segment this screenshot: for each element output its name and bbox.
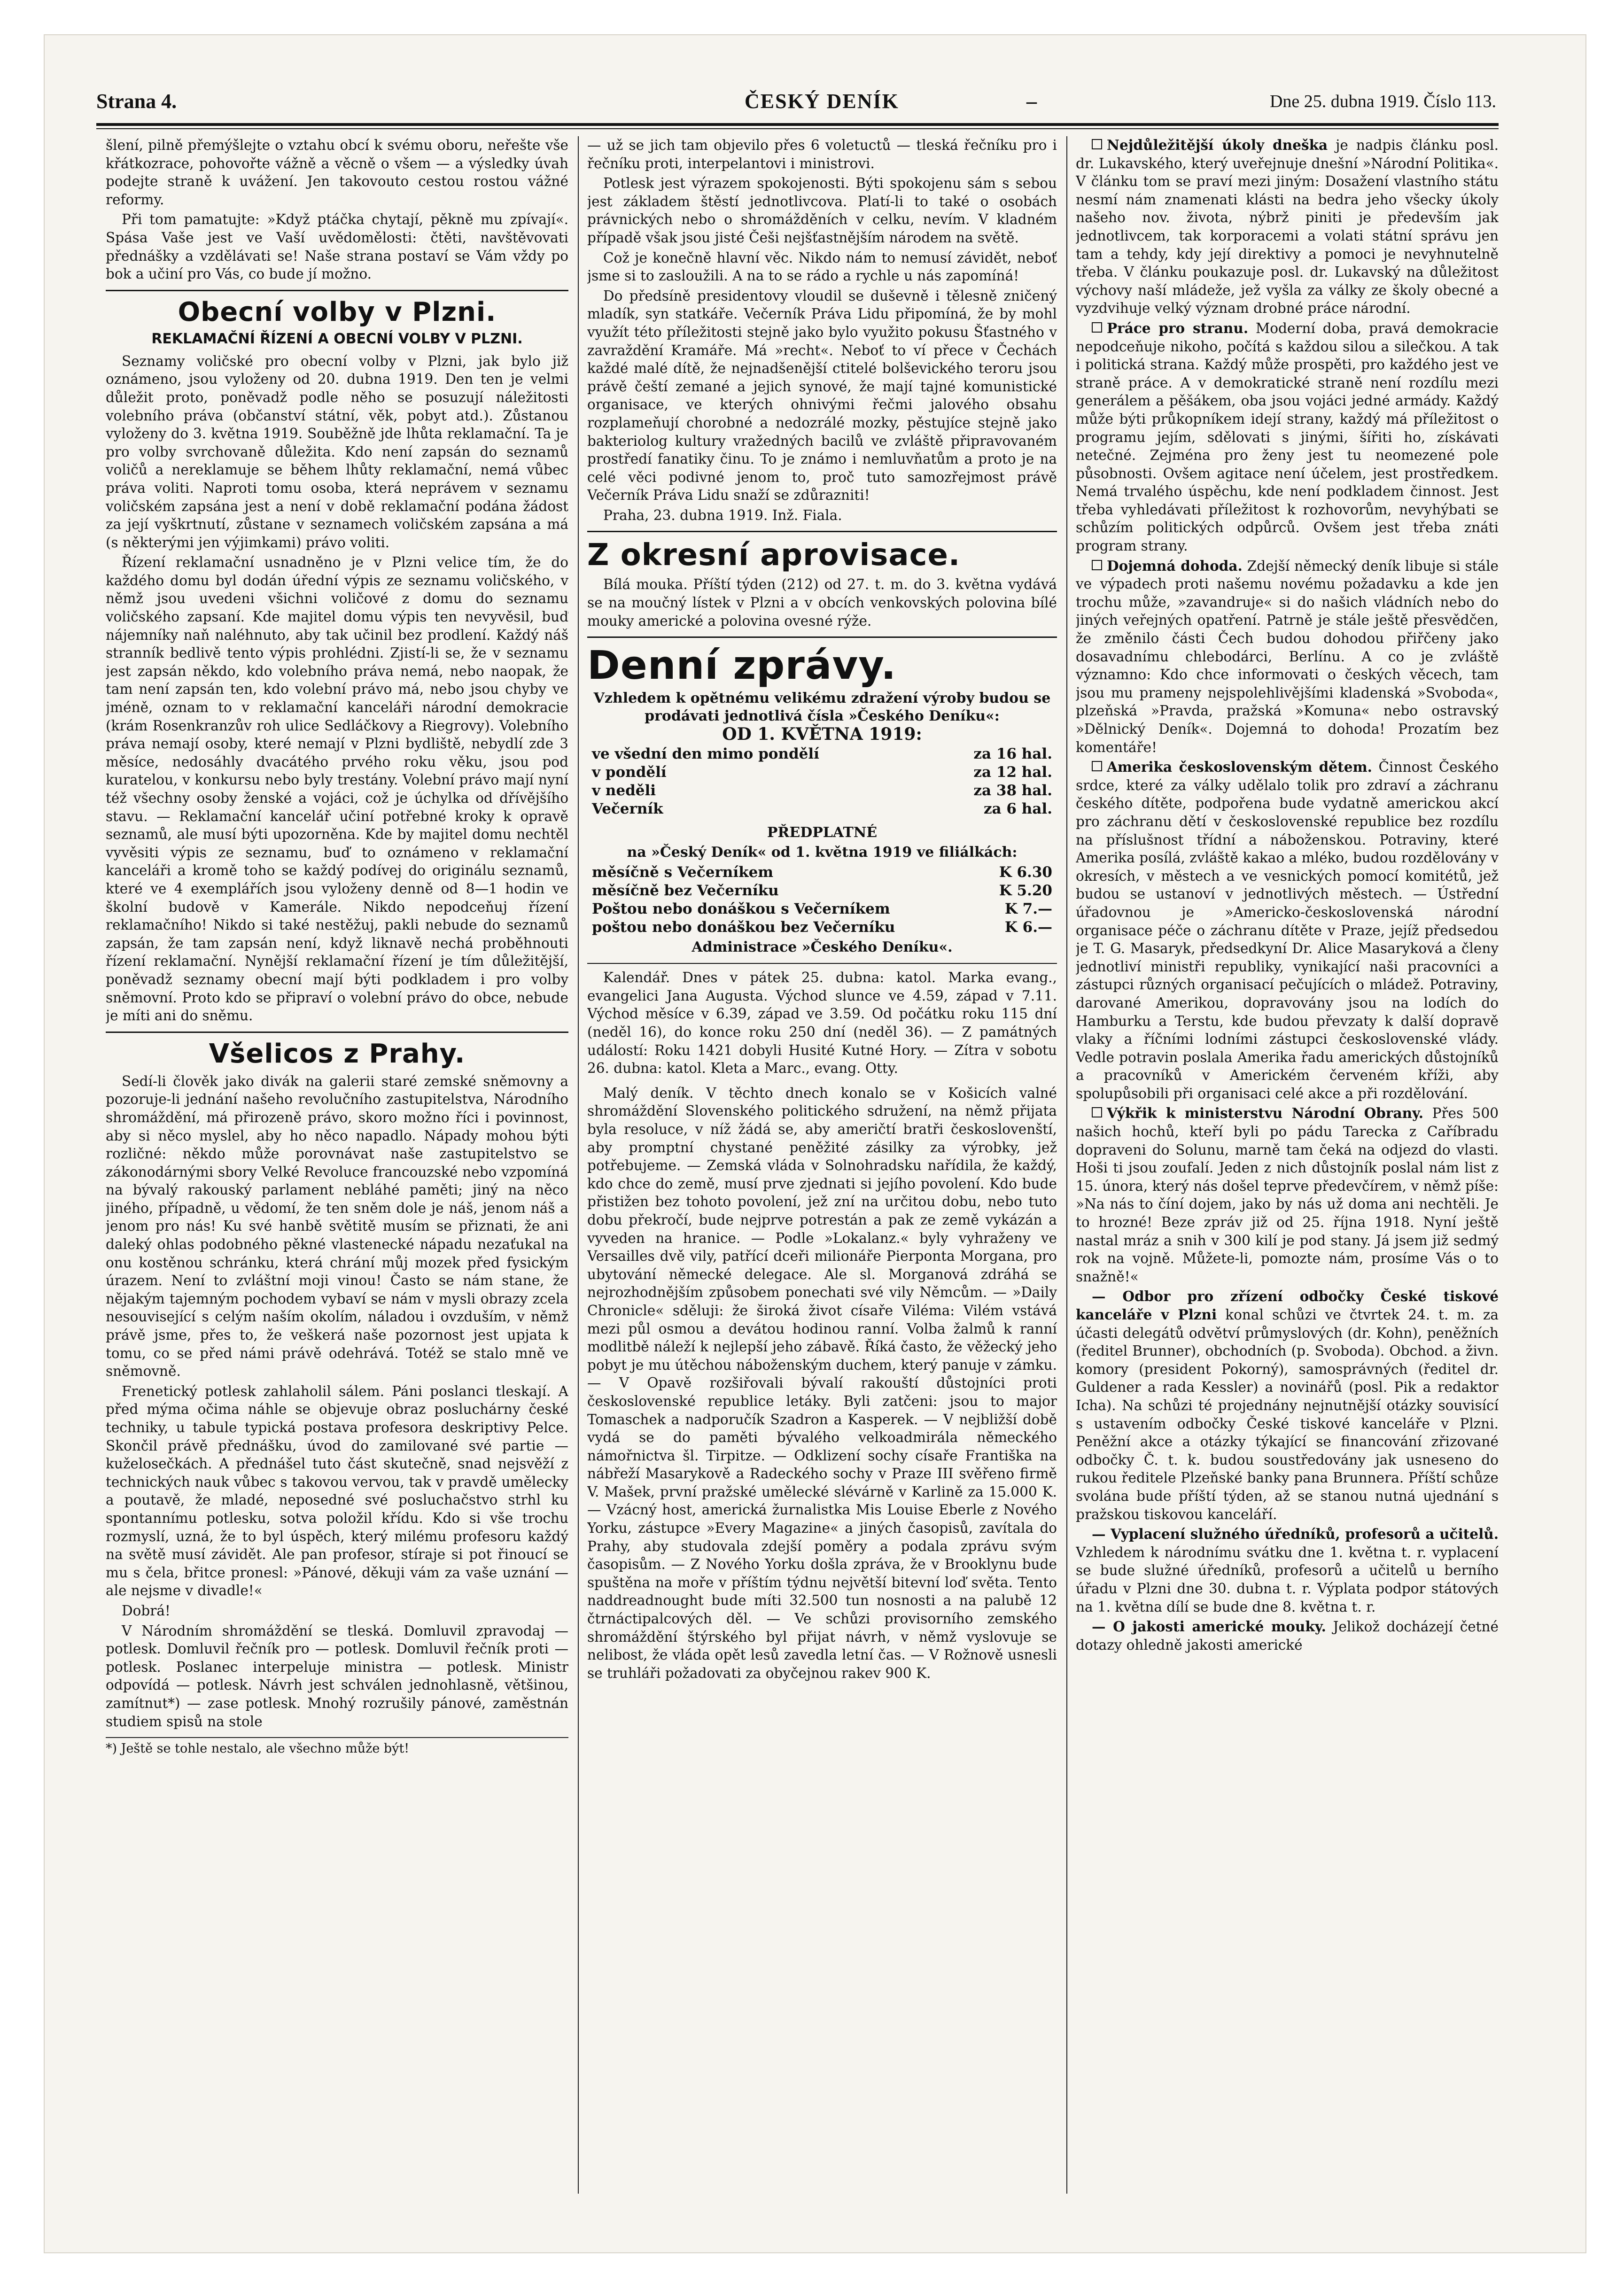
news-item-head: — O jakosti americké mouky.	[1092, 1618, 1326, 1635]
section-rule	[587, 963, 1057, 964]
masthead-rule-thin	[96, 128, 1499, 129]
square-bullet-icon	[1092, 560, 1102, 570]
column-divider-2	[1066, 136, 1067, 2194]
price-value: za 38 hal.	[973, 782, 1052, 799]
column-2	[587, 136, 1057, 2189]
news-item-head: Amerika československým dětem.	[1107, 759, 1372, 776]
subscription-row	[587, 900, 1057, 918]
news-item-head: Nejdůležitější úkoly dneška	[1107, 137, 1328, 153]
price-value: za 12 hal.	[973, 764, 1052, 781]
subscription-title: PŘEDPLATNÉ	[767, 824, 878, 841]
headline-aprovisace: Z okresní aprovisace.	[587, 538, 961, 573]
price-value: za 6 hal.	[983, 800, 1052, 818]
news-item-head: — Odbor pro zřízení odbočky České tiskové kanceláře v Plzni	[1076, 1288, 1499, 1323]
square-bullet-icon	[1092, 322, 1102, 333]
column-3	[1076, 136, 1499, 2189]
headline-vselicos: Všelicos z Prahy.	[209, 1038, 466, 1069]
section-rule	[587, 531, 1057, 532]
subscription-value: K 6.30	[999, 864, 1052, 881]
intro-paragraph: Při tom pamatujte: »Když ptáčka chytají, pěkně mu zpívají«. Spása Vaše jest ve Vaší uvědomělosti: čtěti, navštěvovati přednášky a vzdělávati se! Naše strana postaví se Vám vždy po bok a učiní pro Vás, co bude jí možno.	[106, 211, 568, 282]
price-label: v pondělí	[592, 764, 667, 781]
section-rule	[106, 290, 568, 291]
price-notice	[587, 690, 1057, 743]
news-item	[1076, 758, 1499, 1102]
news-item-text: Přes 500 našich hochů, kteří byli po pádu Tarecka z Caříbradu dopraveni do Solunu, marně tam čeká na odjezd do vlasti. Hoši ti jsou zoufalí. Jeden z nich důstojník poslal nám list z 15. února, který nás došel teprve předevčírem, v němž píše: »Na nás to číní dojem, jako by nás už doma ani nechtěli. Je to hrozné! Beze zpráv již od 25. října 1918. Nyní ještě nastal mráz a snih v 300 kilí je pod stany. Já jsem již sedmý rok na vojně. Můžete-li, pomozte nám, prosíme Vás o to snažně!«	[1076, 1105, 1499, 1285]
masthead	[96, 89, 1496, 122]
subscription-row	[587, 882, 1057, 900]
subscription-label: Poštou nebo donáškou s Večerníkem	[592, 900, 890, 918]
square-bullet-icon	[1092, 139, 1102, 149]
price-notice-date: OD 1. KVĚTNA 1919:	[722, 724, 922, 745]
price-row	[587, 763, 1057, 782]
price-row	[587, 782, 1057, 800]
subscription-value: K 5.20	[999, 882, 1052, 900]
news-item	[1076, 136, 1499, 318]
subscription-subtitle: na »Český Deník« od 1. května 1919 ve filiálkách:	[627, 844, 1018, 861]
article-paragraph: Frenetický potlesk zahlaholil sálem. Páni poslanci tleskají. A před mýma očima náhle se objevuje obraz posluchárny české techniky, u tabule typická postava profesora deskriptivy Pelce. Skončil právě přednášku, úvod do zamilované své partie — kuželosečkách. A přednášel tuto část skutečně, snad nejsvěží z technických nauk vůbec s takovou vervou, tak v pravdě umělecky a poutavě, že mladé, neposedné své posluchačstvo strhl ku spontannímu potlesku, sotva položil křídu. Kdo si vše trochu rozmyslí, uzná, že to byl úspěch, který milému profesoru každý na světě musí závidět. Ale pan profesor, stíraje si pot řinoucí se mu s čela, břitce pronesl: »Pánové, děkuji vám za vaše uznání — ale nejsme v divadle!«	[106, 1383, 568, 1599]
subheadline-reklamacni: REKLAMAČNÍ ŘÍZENÍ A OBECNÍ VOLBY V PLZNI.	[151, 330, 523, 347]
square-bullet-icon	[1092, 761, 1102, 771]
price-label: v neděli	[592, 782, 656, 799]
subscription-label: poštou nebo donáškou bez Večerníku	[592, 919, 895, 936]
issue-date-number: Dne 25. dubna 1919. Číslo 113.	[1269, 92, 1496, 111]
column-1	[106, 136, 568, 2189]
news-item	[1076, 1618, 1499, 1654]
news-item-text: je nadpis článku posl. dr. Lukavského, který uveřejnuje dnešní »Národní Politika«. V článku tom se praví mezi jiným: Dosažení vlastního státu nesmí nám znamenati klásti na bedra jeho všecky úkoly našeho nov. života, nýbrž piniti je především jak jednotlivcem, tak korporacemi a volati státní správu jen tam a tehdy, kdy její direktivy a pomoci je nevyhnutelně třeba. V článku poukazuje posl. dr. Lukavský na důležitost výchovy naší mládeže, jež vyšla za války ze školy obecné a vyzdvihuje velký význam drobné práce národní.	[1076, 137, 1499, 317]
headline-denni-zpravy: Denní zprávy.	[587, 642, 897, 689]
price-notice-intro: Vzhledem k opětnému velikému zdražení výroby budou se prodávati jednotlivá čísla »Českého Deníku«:	[593, 690, 1051, 725]
square-bullet-icon	[1092, 1107, 1102, 1117]
article-paragraph: V Národním shromáždění se tleská. Domluvil zpravodaj — potlesk. Domluvil řečník pro — potlesk. Domluvil řečník proti — potlesk. Poslanec interpeluje ministra — potlesk. Ministr odpovídá — potlesk. Návrh jest schválen jednohlasně, většinou, zamítnut*) — zase potlesk. Mnohý rozrušily pánové, zaměstnán studiem spisů na stole	[106, 1622, 568, 1730]
calendar-paragraph: Kalendář. Dnes v pátek 25. dubna: katol. Marka evang., evangelici Jana Augusta. Východ slunce ve 4.59, západ v 7.11. Východ měsíce v 6.39, západ ve 3.59. Od počátku roku 115 dní (neděl 16), do konce roku 250 dní (neděl 36). — Z památných událostí: Roku 1421 dobyli Husité Kutné Hory. — Zítra v sobotu 26. dubna: katol. Kleta a Marc., evang. Otty.	[587, 970, 1057, 1077]
article-paragraph: Řízení reklamační usnadněno je v Plzni velice tím, že do každého domu byl dodán úřední výpis ze seznamu voličského, v němž jsou uvedeni všichni voličové z domu do seznamu voličského zapsaní. Kde majitel domu výpis ten nevyvěsil, buď nájemníky naň naléhnuto, aby tak učinil bez prodlení. Každý náš stranník bedlivě tento výpis prohlédni. Zjistí-li se, že v seznamu jest zapsán někdo, kdo volebního práva nemá, nebo naopak, že tam není zapsán ten, kdo volební právo má, nebo jsou chyby ve jméně, oznam to v reklamační kanceláři národní demokracie (krám Rosenkranzův roh ulice Sedláčkovy a Riegrovy). Volebního práva nemají osoby, které nemají v Plzni bydliště, nebydlí zde 3 měsíce, nedosáhly dvacátého prvého roku věku, jsou pod kuratelou, v konkursu nebo byly trestány. Volební právo mají nyní též všechny osoby ženské a vojáci, což je úchylka od dřívějšího stavu. — Reklamační kancelář učiní potřebné kroky k opravě seznamů, ale musí býti upozorněna. Kde by majitel domu nechtěl vyvěsiti výpis ze seznamu, buď to oznámeno v reklamační kanceláři a kromě toho se každý podívej do originálu seznamů, které ve 4 exemplářích jsou vyloženy denně od 8—1 hodin ve školní budově v Kamerále. Nikdo nepodceňuj řízení reklamačního! Nikdo si také nestěžuj, pakli nebude do seznamů zapsán, že tam zapsán není, když liknavě nechá proběhnouti řízení reklamační. Nynější reklamační řízení je tím důležitější, poněvadž seznamy obecní mají býti podkladem i pro volby sněmovní. Proto kdo se připraví o volební právo do obce, nebude je míti ani do sněmu.	[106, 554, 568, 1024]
subscription-value: K 6.—	[1004, 919, 1052, 936]
news-item	[1076, 1525, 1499, 1616]
news-item-head: Dojemná dohoda.	[1107, 557, 1243, 574]
news-item-text: Vzhledem k národnímu svátku dne 1. května t. r. vyplacení se bude služné úředníků, profesorů a učitelů u berního úřadu v Plzni dne 30. dubna t. r. Výplata podpor státových na 1. května dílí se bude dne 8. května t. r.	[1076, 1544, 1499, 1615]
section-rule	[587, 636, 1057, 638]
article-paragraph: Seznamy voličské pro obecní volby v Plzni, jak bylo již oznámeno, jsou vyloženy od 20. dubna 1919. Den ten je velmi důležit proto, poněvadž podle něho se posuzují náležitosti volebního práva (občanství státní, věk, pobyt atd.). Zůstanou vyloženy do 3. května 1919. Souběžně jde lhůta reklamační. Ta je pro volby svrchovaně důležita. Kdo není zapsán do seznamů voličů a nereklamuje se během lhůty reklamační, nemá vůbec práva voliti. Naproti tomu osoba, která neprávem v seznamu voličském zapsána jest a není v době reklamační podána žádost za její vyškrtnutí, zůstane v seznamech voličském zapsána a má (s některými jen výjimkami) právo voliti.	[106, 353, 568, 551]
price-row	[587, 800, 1057, 818]
article-paragraph: Potlesk jest výrazem spokojenosti. Býti spokojenu sám s sebou jest základem štěstí jednotlivcova. Platí-li to také o osobách právnických nebo o shromážděních v celku, nevím. V kladném případě však jsou jisté Češi nejšťastnějším národem na světě.	[587, 175, 1057, 246]
news-item-head: Práce pro stranu.	[1107, 319, 1249, 336]
column-divider-1	[578, 136, 579, 2194]
price-label: Večerník	[592, 800, 663, 818]
article-signature: Praha, 23. dubna 1919. Inž. Fiala.	[603, 507, 842, 523]
news-item	[1076, 557, 1499, 757]
section-rule	[106, 1032, 568, 1033]
newspaper-title: ČESKÝ DENÍK	[745, 90, 899, 113]
subscription-label: měsíčně bez Večerníku	[592, 882, 779, 900]
price-value: za 16 hal.	[973, 745, 1052, 763]
page-number: Strana 4.	[96, 90, 177, 113]
article-paragraph: — už se jich tam objevilo přes 6 voletuctů — tleská řečníku pro i řečníku proti, interpelantovi i ministrovi.	[587, 137, 1057, 171]
news-item-head: Výkřik k ministerstvu Národní Obrany.	[1107, 1105, 1424, 1122]
news-item	[1076, 1288, 1499, 1523]
masthead-rule	[96, 123, 1499, 126]
subscription-row	[587, 863, 1057, 882]
price-row	[587, 745, 1057, 763]
news-item-text: Moderní doba, pravá demokracie nepodceňuje nikoho, počítá s každou silou a silečkou. A tak i politická strana. Každý může prospěti, pro každého jest ve straně práce. A v demokratické straně není rozdílu mezi generálem a pěšákem, oba jsou vojáci jedné armády. Každý může býti průkopníkem idejí strany, každý má příležitost o programu jejím, sdělovati s jinými, šířiti ho, získávati netečné. Zejména pro ženy jest tu neomezené pole působnosti. Ovšem agitace není účelem, jest prostředkem. Nemá trvalého úspěchu, kde není podkladem činnost. Jest třeba vyhledávati příležitost k rozhovorům, nevyhýbati se schůzím politických odpůrců. Ovšem jest třeba znáti program strany.	[1076, 320, 1499, 554]
intro-paragraph: šlení, pilně přemýšlejte o vztahu obcí k svému oboru, neřešte vše křátkozrace, pohovořte vážně a věcně o všem — a výsledky úvah podejte straně k uvážení. Jen takovouto cestou rostou vážné reformy.	[106, 137, 568, 208]
news-item-text: konal schůzi ve čtvrtek 24. t. m. za účasti delegátů odvětví průmyslových (dr. Kohn), peněžních (ředitel Brunner), obchodních (p. Svoboda). Obchod. a živn. komory (president Pokorný), samosprávných (ředitel dr. Guldener a rada Kessler) a novinářů (posl. Pik a redaktor Icha). Na schůzi té projednány nejnutnější otázky souvisící s ustavením odbočky České tiskové kanceláře v Plzni. Peněžní akce a otázky týkající se financování zřizované odbočky Č. t. k. budou soustředovány jak usneseno do rukou ředitele Plzeňské banky pana Brunnera. Příští schůze svolána bude příští týden, až se stanou nutná ujednání s pražskou tiskovou kanceláří.	[1076, 1307, 1499, 1522]
news-item-text: Zdejší německý deník libuje si stále ve výpadech proti našemu novému požadavku a kde jen trochu může, »zavandruje« si do našich vládních nebo do jiných veřejných opatření. Patrně je stále ještě přesvědčen, že změnilo části Čech budou dohodou přiřčeny jako dosavadnímu chlebodárci, Berlínu. A co je zvláště významno: Kdo chce informovati o českých věcech, tam jsou mu prameny nejspolehlivějšími kladenská »Svoboda«, plzeňská »Pravda, pražská »Komuna« nebo ostravský »Dělnický Deník«. Dojemná to dohoda! Prozatím bez komentáře!	[1076, 558, 1499, 755]
article-paragraph: Což je konečně hlavní věc. Nikdo nám to nemusí závidět, neboť jsme si to zasloužili. A na to se rádo a rychle u nás zapomíná!	[587, 249, 1057, 284]
article-paragraph: Dobrá!	[122, 1602, 171, 1619]
news-item-text: Činnost Českého srdce, které za války udělalo tolik pro zdraví a záchranu českého dítěte, podpořena bude vydatně americkou akcí pro záchranu dětí v československé republice bez rozdílu na příslušnost třídní a náboženskou. Potraviny, které Amerika posílá, zvláště kakao a mléko, budou rozdělovány v okresích, v městech a ve vesnických pomocí komitétů, jež budou se ustanoví v jednotlivých městech. — Ústřední úřadovnou je »Americko-československá národní organisace péče o záchranu dítěte v Praze, jejíž předsedou je T. G. Masaryk, předsedkyní Dr. Alice Masaryková a členy jednotliví ministři republiky, vynikající naši pracovníci a zástupci různých organisací pečujících o mládež. Potraviny, darované Amerikou, dopravovány jsou na lodích do Hamburku a Terstu, kde budou převzaty k další dopravě vlaky a říčními lodními zástupci československé vlády. Vedle potravin poslala Amerika řadu amerických důstojníků a pracovníků v Americkém červeném kříži, aby spolupůsobili při organisaci celé akce a při rozdělování.	[1076, 759, 1499, 1102]
subscription-value: K 7.—	[1004, 900, 1052, 918]
price-label: ve všední den mimo pondělí	[592, 745, 819, 763]
news-item-text: Jelikož docházejí četné dotazy ohledně jakosti americké	[1076, 1619, 1499, 1653]
news-item	[1076, 1104, 1499, 1286]
headline-obecni-volby: Obecní volby v Plzni.	[178, 296, 497, 327]
administration-signature: Administrace »Českého Deníku«.	[692, 939, 953, 956]
footnote: *) Ještě se tohle nestalo, ale všechno může být!	[106, 1737, 568, 1757]
subscription-label: měsíčně s Večerníkem	[592, 864, 774, 881]
subscription-row	[587, 918, 1057, 937]
article-paragraph: Bílá mouka. Příští týden (212) od 27. t. m. do 3. května vydává se na moučný lístek v Plzni a v obcích venkovských polovina bílé mouky americké a polovina ovesné rýže.	[587, 576, 1057, 629]
news-item	[1076, 319, 1499, 555]
masthead-dash: –	[1026, 90, 1037, 113]
news-paragraph: Malý deník. V těchto dnech konalo se v Košicích valné shromáždění Slovenského politického sdružení, na němž přijata byla resoluce, v níž žádá se, aby američtí bratři českoslovenští, aby promptní chystané peněžité zásilky za výrobky, jež potřebujeme. — Zemská vláda v Solnohradsku nařídila, že každý, kdo chce do země, musí prve zjednati si jejího povolení. Kdo bude přistižen bez tohoto povolení, jež zní na určitou dobu, nebo tuto dobu překročí, bude nejprve potrestán a pak ze země vykázán a vyveden na hranice. — Podle »Lokalanz.« byly vyhraženy ve Versailles dvě vily, patřící dceři milionáře Pierponta Morgana, pro ubytování německé delegace. Ale sl. Morganová zdráhá se nejrozhodnějším způsobem ponechati své vily Němcům. — »Daily Chronicle« sděluji: že široká život císaře Viléma: Vilém vstává mezi půl osmou a devátou hodinou ranní. Volba žalmů k ranní modlitbě náleží k nejlepší jeho zábavě. Říká často, že věžecký jeho pobyt je mu útěchou náboženským duchem, který panuje v zámku. — V Opavě rozšiřovali bývalí rakouští důstojníci proti československé republice letáky. Byli zatčeni: jsou to major Tomaschek a nadporučík Szadron a Kasperek. — V nejbližší době vydá se do paměti bývalého velkoadmirála německého námořnictva šl. Tirpitze. — Odklizení sochy císaře Františka na nábřeží Masarykově a Radeckého sochy v Praze III svěřeno firmě V. Mašek, první pražské umělecké slévárně v Karlině za 15.000 K. — Vzácný host, americká žurnalistka Mis Louise Eberle z Nového Yorku, zástupce »Every Magazine« a jiných časopisů, zavítala do Prahy, aby studovala zdejší poměry a podala zprávu svým časopisům. — Z Nového Yorku došla zpráva, že v Brooklynu bude spuštěna na moře v příštím týdnu největší bitevní loď světa. Tento naddreadnought bude míti 32.500 tun nosnosti a na palubě 12 čtrnáctipalcových děl. — Ve schůzi provisorního zemského shromáždění štýrského byl přijat návrh, v němž vyslovuje se nelibost, že vláda opět lesů zavedla letní čas. — V Rožnově usnesli se truhláři požadovati za obyčejnou rakev 900 K.	[587, 1085, 1057, 1681]
article-paragraph: Sedí-li člověk jako divák na galerii staré zemské sněmovny a pozoruje-li jednání našeho revolučního zastupitelstva, Národního shromáždění, má přirozeně právo, skoro možno říci i povinnost, aby si něco myslel, aby ho něco napadlo. Nápady mohou býti rozličné: někdo může porovnávat naše zastupitelstvo se zákonodárnými sbory Velké Revoluce francouzské nebo vzpomíná na bývalý rakouský parlament nebláhé paměti; jiný na něco jiného, případně, u vědomí, že ten sněm dole je náš, jenom náš a jenom pro nás! Ku své hanbě světitě musím se přiznati, že ani daleký ohlas podobného pěkné vlastenecké nápadu nezaťukal na onu kostěnou schránku, která chrání můj mozek před fysickým úrazem. Není to zvláštní moji vinou! Často se nám stane, že nějakým tajemným pochodem vybaví se nám v mysli obrazy zcela nesouvisející s celým naším okolím, náladou i ovzduším, v němž právě jsme, přes to, že veškerá naše pozornost jest upjata k tomu, co se před námi právě odehrává. Totéž se stalo mně ve sněmovně.	[106, 1073, 568, 1380]
news-item-head: — Vyplacení služného úředníků, profesorů a učitelů.	[1092, 1526, 1499, 1543]
article-paragraph: Do předsíně presidentovy vloudil se duševně i tělesně zničený mladík, syn statkáře. Večerník Práva Lidu připomíná, že by mohl využít této příležitosti stejně jako bylo využito pokusu Šťastného v zavraždění Kramáře. Má »recht«. Neboť to ví přece v Čechách každé malé dítě, že nejnadšenější ctitelé bolševického teroru jsou právě čeští zemané a jejich synové, že mají tajné komunistické organisace, ve kterých ohnivými řečmi jalového obsahu rozplameňují chorobné a nedozrálé mozky, pěstujíce stejně jako bakteriolog kultury vražedných bacilů ve zvláště připravovaném prostředí fanatiky činu. To je známo i nemluvňatům a proto je na celé věci podivné jenom to, proč tuto samozřejmost právě Večerník Práva Lidu snaží se zdůrazniti!	[587, 287, 1057, 504]
